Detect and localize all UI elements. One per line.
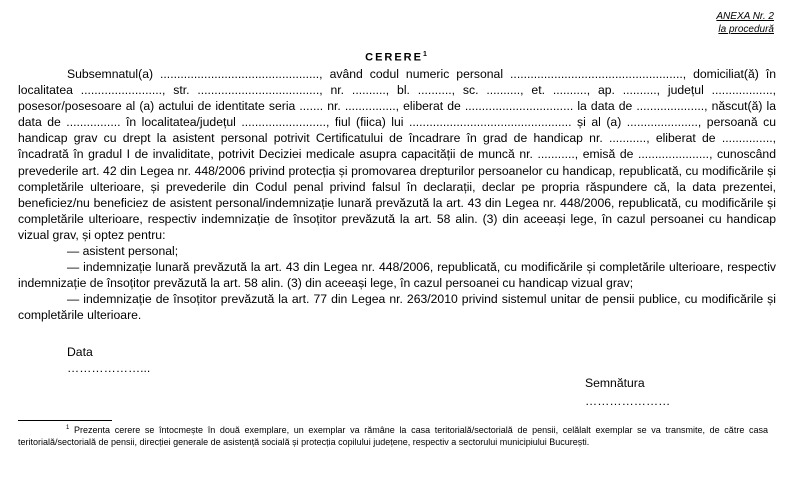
- annex-reference: [716, 10, 774, 36]
- document-title: [0, 51, 792, 64]
- annex-number: ANEXA Nr. 2: [716, 11, 774, 22]
- title-text: CERERE: [365, 51, 423, 64]
- signature-field: …………………: [585, 394, 671, 408]
- declaration-paragraph: Subsemnatul(a) ..............................................., având codul numeric personal ..................................................., domiciliat(ă) în localitatea ........................, str. ...................................., nr. .........., bl. .........., sc. .........., et. .........., ap. .........., județul .................., posesor/posesoare al (a) actului de identitate seria ....... nr. ..............., eliberat de ................................ la data de ...................., născut(ă) la data de ................ în localitatea/județul ........................., fiul (fiica) lui ................................................ și al (a) ....................., persoană cu handicap grav cu drept la asistent personal potrivit Certificatului de încadrare în grad de handicap nr. ..........., eliberat de ..............., încadrată în gradul I de invaliditate, potrivit Deciziei medicale asupra capacității de muncă nr. ..........., emisă de ....................., cunoscând prevederile art. 42 din Legea nr. 448/2006 privind protecția și promovarea drepturilor persoanelor cu handicap, republicată, cu modificările și completările ulterioare, și prevederile din Codul penal privind falsul în declarații, declar pe propria răspundere că, la data prezentei, beneficiez/nu beneficiez de asistent personal/indemnizație lunară prevăzută la art. 43 din Legea nr. 448/2006, republicată, cu modificările și completările ulterioare, respectiv indemnizație de însoțitor prevăzută la art. 58 alin. (3) din aceeași lege, în cazul persoanei cu handicap vizual grav, și optez pentru:: [18, 67, 776, 242]
- footnote-separator: [18, 420, 112, 421]
- footnote-text: Prezenta cerere se întocmește în două exemplare, un exemplar va rămâne la casa teritorială/sectorială de pensii, celălalt exemplar se va transmite, de către casa teritorială/sectorială de pensii, direcției generale de asistență socială și protecția copilului județene, respectiv a sectorului municipiului București.: [18, 425, 768, 447]
- signature-label: Semnătura: [585, 376, 645, 390]
- option-companion-allowance: — indemnizație de însoțitor prevăzută la art. 77 din Legea nr. 263/2010 privind sistemul unitar de pensii publice, cu modificările și completările ulterioare.: [18, 292, 776, 323]
- option-personal-assistant: — asistent personal;: [67, 244, 179, 259]
- footnote-marker: 1: [66, 425, 70, 431]
- date-label: Data: [67, 345, 93, 359]
- option-monthly-allowance: — indemnizație lunară prevăzută la art. 43 din Legea nr. 448/2006, republicată, cu modificările și completările ulterioare, respectiv indemnizație de însoțitor prevăzută la art. 58 alin. (3) din aceeași lege, în cazul persoanei cu handicap vizual grav;: [18, 260, 776, 291]
- date-field: ………………...: [67, 361, 151, 375]
- title-footnote-ref: 1: [422, 51, 427, 58]
- footnote: [18, 422, 768, 448]
- request-body: [18, 66, 776, 324]
- annex-procedure: la procedură: [718, 24, 774, 35]
